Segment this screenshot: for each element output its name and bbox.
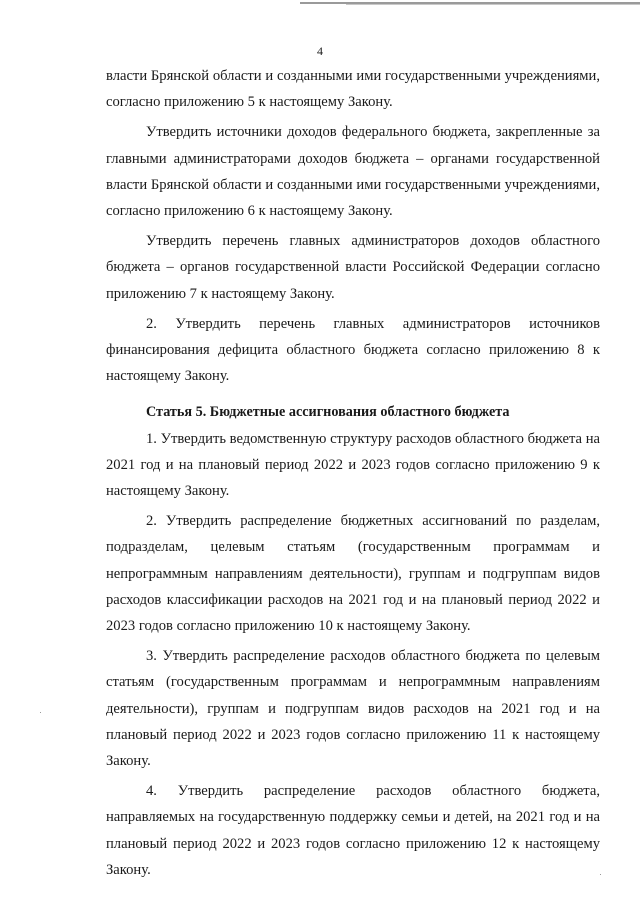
paragraph: власти Брянской области и созданными ими государственными учреждениями, согласно приложению 5 к настоящему Закону.: [106, 68, 600, 111]
article-heading: Статья 5. Бюджетные ассигнования областного бюджета: [146, 404, 510, 421]
paragraph: 2. Утвердить распределение бюджетных ассигнований по разделам, подразделам, целевым статьям (государственным программам и непрограммным направлениям деятельности), группам и подгруппам видов расходов классификации расходов на 2021 год и на плановый период 2022 и 2023 годов согласно приложению 10 к настоящему Закону.: [106, 513, 600, 635]
scan-speck: [40, 712, 41, 713]
paragraph: Утвердить перечень главных администраторов доходов областного бюджета – органов государственной власти Российской Федерации согласно приложению 7 к настоящему Закону.: [106, 233, 600, 302]
page-number: 4: [317, 44, 323, 58]
paragraph: 3. Утвердить распределение расходов областного бюджета по целевым статьям (государственным программам и непрограммным направлениям деятельности), группам и подгруппам видов расходов на 2021 год и на плановый период 2022 и 2023 годов согласно приложению 11 к настоящему Закону.: [106, 648, 600, 770]
document-body: [106, 63, 600, 883]
paragraph: Утвердить источники доходов федерального бюджета, закрепленные за главными администраторами доходов бюджета – органами государственной власти Брянской области и созданными ими государственными учреждениями, согласно приложению 6 к настоящему Закону.: [106, 124, 600, 220]
scan-edge-line: [346, 4, 640, 5]
scan-speck: [600, 874, 601, 875]
paragraph: 1. Утвердить ведомственную структуру расходов областного бюджета на 2021 год и на плановый период 2022 и 2023 годов согласно приложению 9 к настоящему Закону.: [106, 430, 600, 500]
paragraph: 4. Утвердить распределение расходов областного бюджета, направляемых на государственную поддержку семьи и детей, на 2021 год и на плановый период 2022 и 2023 годов согласно приложению 12 к настоящему Закону.: [106, 783, 600, 878]
paragraph: 2. Утвердить перечень главных администраторов источников финансирования дефицита областного бюджета согласно приложению 8 к настоящему Закону.: [106, 315, 600, 385]
